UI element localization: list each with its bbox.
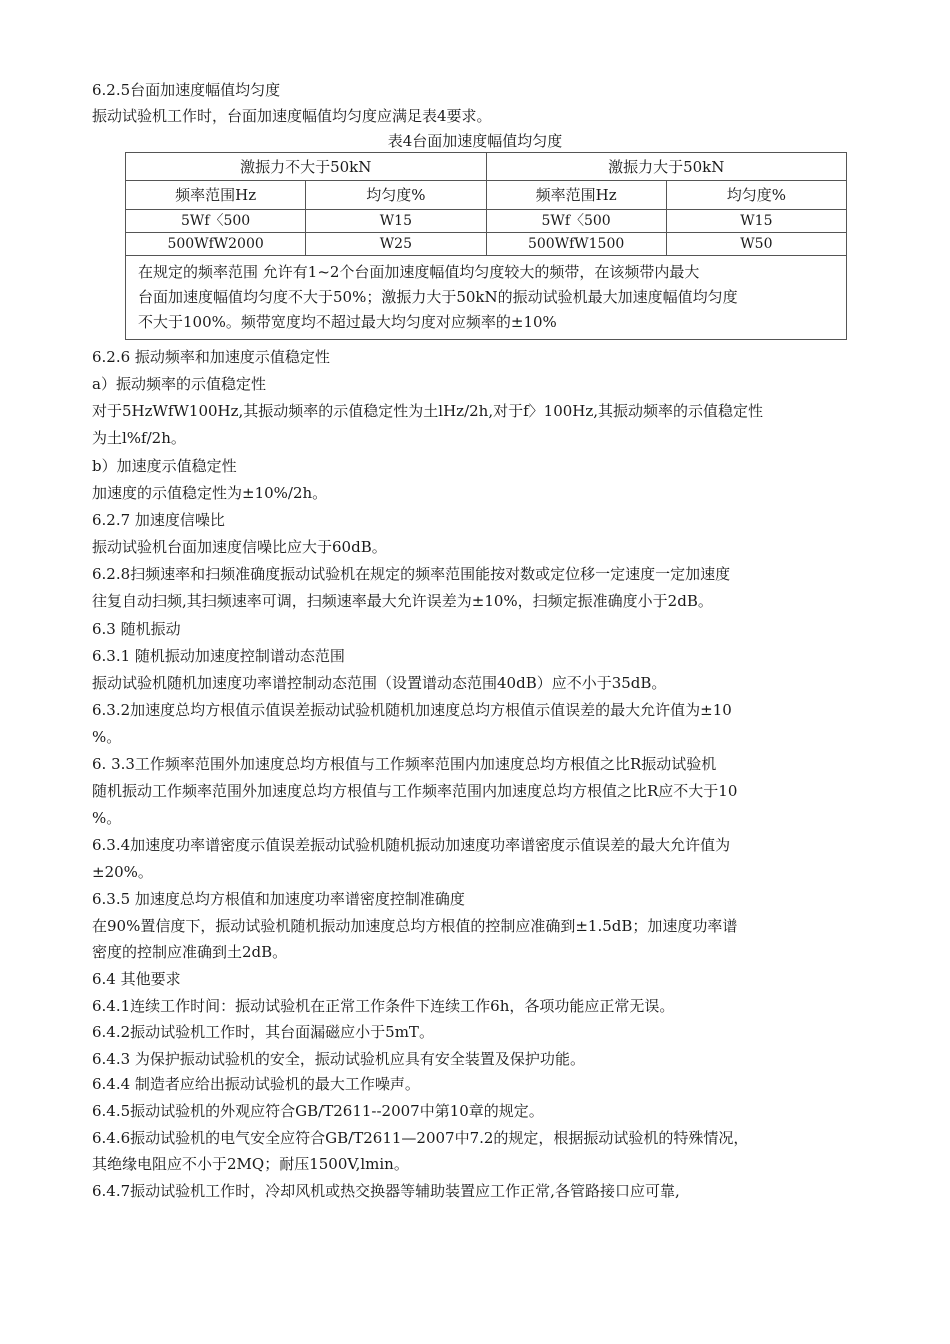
paragraph-line: 6.4.7振动试验机工作时，冷却风机或热交换器等辅助装置应工作正常,各管路接口应可靠,	[92, 1182, 680, 1200]
table-row	[126, 210, 847, 233]
section-heading: 6.3.5 加速度总均方根值和加速度功率谱密度控制准确度	[92, 890, 465, 908]
paragraph-line: 振动试验机台面加速度信噪比应大于60dB。	[92, 538, 387, 556]
paragraph-line: 6. 3.3工作频率范围外加速度总均方根值与工作频率范围内加速度总均方根值之比R振动试验机	[92, 755, 717, 773]
paragraph-line: 6.4.3 为保护振动试验机的安全，振动试验机应具有安全装置及保护功能。	[92, 1050, 585, 1068]
column-header-cell: 频率范围Hz	[126, 181, 306, 210]
subsection-heading: b）加速度示值稳定性	[92, 457, 237, 475]
paragraph-line: 对于5HzWfW100Hz,其振动频率的示值稳定性为土lHz/2h,对于f〉100Hz,其振动频率的示值稳定性	[92, 402, 764, 420]
group-header-cell: 激振力不大于50kN	[126, 153, 487, 181]
table-note-cell	[126, 256, 847, 340]
table-cell: W15	[666, 210, 846, 233]
table-cell: 500WfW1500	[486, 233, 666, 256]
table-group-header-row	[126, 153, 847, 181]
paragraph-line: 随机振动工作频率范围外加速度总均方根值与工作频率范围内加速度总均方根值之比R应不大于10	[92, 782, 738, 800]
section-heading: 6.2.6 振动频率和加速度示值稳定性	[92, 348, 330, 366]
paragraph-line: %。	[92, 728, 122, 746]
section-heading: 6.2.7 加速度信噪比	[92, 511, 225, 529]
section-heading: 6.4 其他要求	[92, 970, 181, 988]
group-header-cell: 激振力大于50kN	[486, 153, 847, 181]
paragraph-line: %。	[92, 809, 122, 827]
table-cell: W50	[666, 233, 846, 256]
column-header-cell: 均匀度%	[666, 181, 846, 210]
paragraph-line: 密度的控制应准确到土2dB。	[92, 943, 288, 961]
table-caption: 表4台面加速度幅值均匀度	[387, 132, 563, 150]
table-cell: 5Wf〈500	[126, 210, 306, 233]
paragraph-line: 振动试验机随机加速度功率谱控制动态范围（设置谱动态范围40dB）应不小于35dB。	[92, 674, 667, 692]
paragraph-line: 6.3.2加速度总均方根值示值误差振动试验机随机加速度总均方根值示值误差的最大允许值为±10	[92, 701, 732, 719]
table-note-line: 不大于100%。频带宽度均不超过最大均匀度对应频率的±10%	[138, 313, 557, 331]
table-cell: 500WfW2000	[126, 233, 306, 256]
section-heading: 6.2.5台面加速度幅值均匀度	[92, 81, 281, 99]
paragraph-line: 6.4.4 制造者应给出振动试验机的最大工作噪声。	[92, 1075, 420, 1093]
section-heading: 6.3 随机振动	[92, 620, 181, 638]
paragraph-line: 振动试验机工作时，台面加速度幅值均匀度应满足表4要求。	[92, 107, 492, 125]
paragraph-line: 加速度的示值稳定性为±10%/2h。	[92, 484, 328, 502]
subsection-heading: a）振动频率的示值稳定性	[92, 375, 266, 393]
paragraph-line: 6.4.6振动试验机的电气安全应符合GB/T2611—2007中7.2的规定，根据振动试验机的特殊情况，	[92, 1129, 749, 1147]
uniformity-table	[125, 152, 847, 340]
paragraph-line: 6.2.8扫频速率和扫频准确度振动试验机在规定的频率范围能按对数或定位移一定速度一定加速度	[92, 565, 731, 583]
column-header-cell: 均匀度%	[306, 181, 486, 210]
paragraph-line: 其绝缘电阻应不小于2MQ；耐压1500V,lmin。	[92, 1155, 409, 1173]
table-cell: 5Wf〈500	[486, 210, 666, 233]
paragraph-line: 6.4.5振动试验机的外观应符合GB/T2611--2007中第10章的规定。	[92, 1102, 544, 1120]
paragraph-line: 往复自动扫频,其扫频速率可调，扫频速率最大允许误差为±10%，扫频定振准确度小于2dB。	[92, 592, 713, 610]
table-column-header-row	[126, 181, 847, 210]
paragraph-line: ±20%。	[92, 863, 153, 881]
table-cell: W25	[306, 233, 486, 256]
table-note-row	[126, 256, 847, 340]
section-heading: 6.3.1 随机振动加速度控制谱动态范围	[92, 647, 345, 665]
paragraph-line: 6.4.1连续工作时间：振动试验机在正常工作条件下连续工作6h，各项功能应正常无误。	[92, 997, 675, 1015]
paragraph-line: 为土l%f/2h。	[92, 429, 186, 447]
paragraph-line: 6.4.2振动试验机工作时，其台面漏磁应小于5mT。	[92, 1023, 434, 1041]
paragraph-line: 在90%置信度下，振动试验机随机振动加速度总均方根值的控制应准确到±1.5dB；加速度功率谱	[92, 917, 738, 935]
table-row	[126, 233, 847, 256]
column-header-cell: 频率范围Hz	[486, 181, 666, 210]
table-note-line: 台面加速度幅值均匀度不大于50%；激振力大于50kN的振动试验机最大加速度幅值均匀度	[138, 288, 738, 306]
table-cell: W15	[306, 210, 486, 233]
paragraph-line: 6.3.4加速度功率谱密度示值误差振动试验机随机振动加速度功率谱密度示值误差的最大允许值为	[92, 836, 731, 854]
table-note-line: 在规定的频率范围 允许有1~2个台面加速度幅值均匀度较大的频带，在该频带内最大	[138, 263, 700, 281]
